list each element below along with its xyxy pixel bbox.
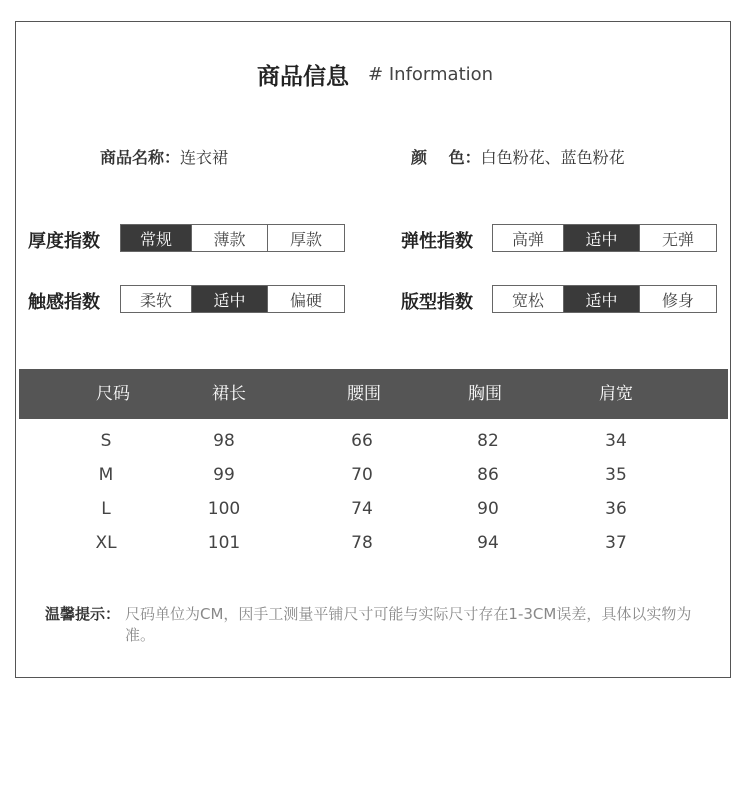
cell-bust: 82 xyxy=(477,431,499,451)
header-length: 裙长 xyxy=(212,384,246,404)
tip-note xyxy=(45,604,717,646)
product-color xyxy=(411,145,625,168)
elasticity-option-2: 适中 xyxy=(563,225,639,251)
cell-waist: 66 xyxy=(351,431,373,451)
product-name-label: 商品名称： xyxy=(100,148,181,167)
fit-option-2: 适中 xyxy=(563,286,639,312)
page-frame xyxy=(15,21,731,678)
header-bust: 胸围 xyxy=(468,384,502,404)
cell-bust: 90 xyxy=(477,499,499,519)
fit-option-1: 宽松 xyxy=(511,290,544,310)
cell-length: 98 xyxy=(213,431,235,451)
header-size: 尺码 xyxy=(96,384,130,404)
touch-index-selector xyxy=(120,285,345,313)
thickness-index-selector xyxy=(120,224,345,252)
touch-option-2: 适中 xyxy=(191,286,267,312)
cell-length: 101 xyxy=(207,533,241,553)
thickness-option-3: 厚款 xyxy=(267,225,344,251)
cell-waist: 74 xyxy=(351,499,373,519)
cell-shoulder: 35 xyxy=(605,465,627,485)
touch-option-1: 柔软 xyxy=(139,290,172,310)
cell-size: XL xyxy=(95,533,117,553)
cell-size: M xyxy=(98,465,114,485)
product-color-label: 颜 色： xyxy=(411,148,481,167)
page-title xyxy=(0,58,750,91)
elasticity-option-3: 无弹 xyxy=(639,225,716,251)
size-table-header xyxy=(19,369,728,419)
elasticity-index-selector xyxy=(492,224,717,252)
product-name-value: 连衣裙 xyxy=(180,148,229,167)
fit-option-3: 修身 xyxy=(639,286,716,312)
fit-index-selector xyxy=(492,285,717,313)
thickness-index-label: 厚度指数 xyxy=(28,231,100,252)
fit-index-label: 版型指数 xyxy=(401,292,473,313)
thickness-option-1: 常规 xyxy=(121,225,191,251)
header-waist: 腰围 xyxy=(347,384,381,404)
cell-waist: 78 xyxy=(351,533,373,553)
cell-bust: 86 xyxy=(477,465,499,485)
touch-option-3: 偏硬 xyxy=(267,286,344,312)
touch-index-label: 触感指数 xyxy=(28,292,100,313)
title-sub: # Information xyxy=(368,64,494,85)
elasticity-index-label: 弹性指数 xyxy=(401,231,473,252)
header-shoulder: 肩宽 xyxy=(599,384,633,404)
cell-size: S xyxy=(100,431,112,451)
cell-bust: 94 xyxy=(477,533,499,553)
cell-shoulder: 37 xyxy=(605,533,627,553)
product-name xyxy=(100,145,228,168)
product-color-value: 白色粉花、蓝色粉花 xyxy=(480,148,625,167)
cell-length: 100 xyxy=(207,499,241,519)
thickness-option-2: 薄款 xyxy=(191,225,267,251)
cell-size: L xyxy=(101,499,111,519)
title-main: 商品信息 xyxy=(256,64,349,90)
elasticity-option-1: 高弹 xyxy=(511,229,544,249)
cell-length: 99 xyxy=(213,465,235,485)
cell-waist: 70 xyxy=(351,465,373,485)
cell-shoulder: 36 xyxy=(605,499,627,519)
tip-label: 温馨提示： xyxy=(45,605,121,623)
tip-text: 尺码单位为CM，因手工测量平铺尺寸可能与实际尺寸存在1-3CM误差，具体以实物为准。 xyxy=(125,605,692,644)
cell-shoulder: 34 xyxy=(605,431,627,451)
